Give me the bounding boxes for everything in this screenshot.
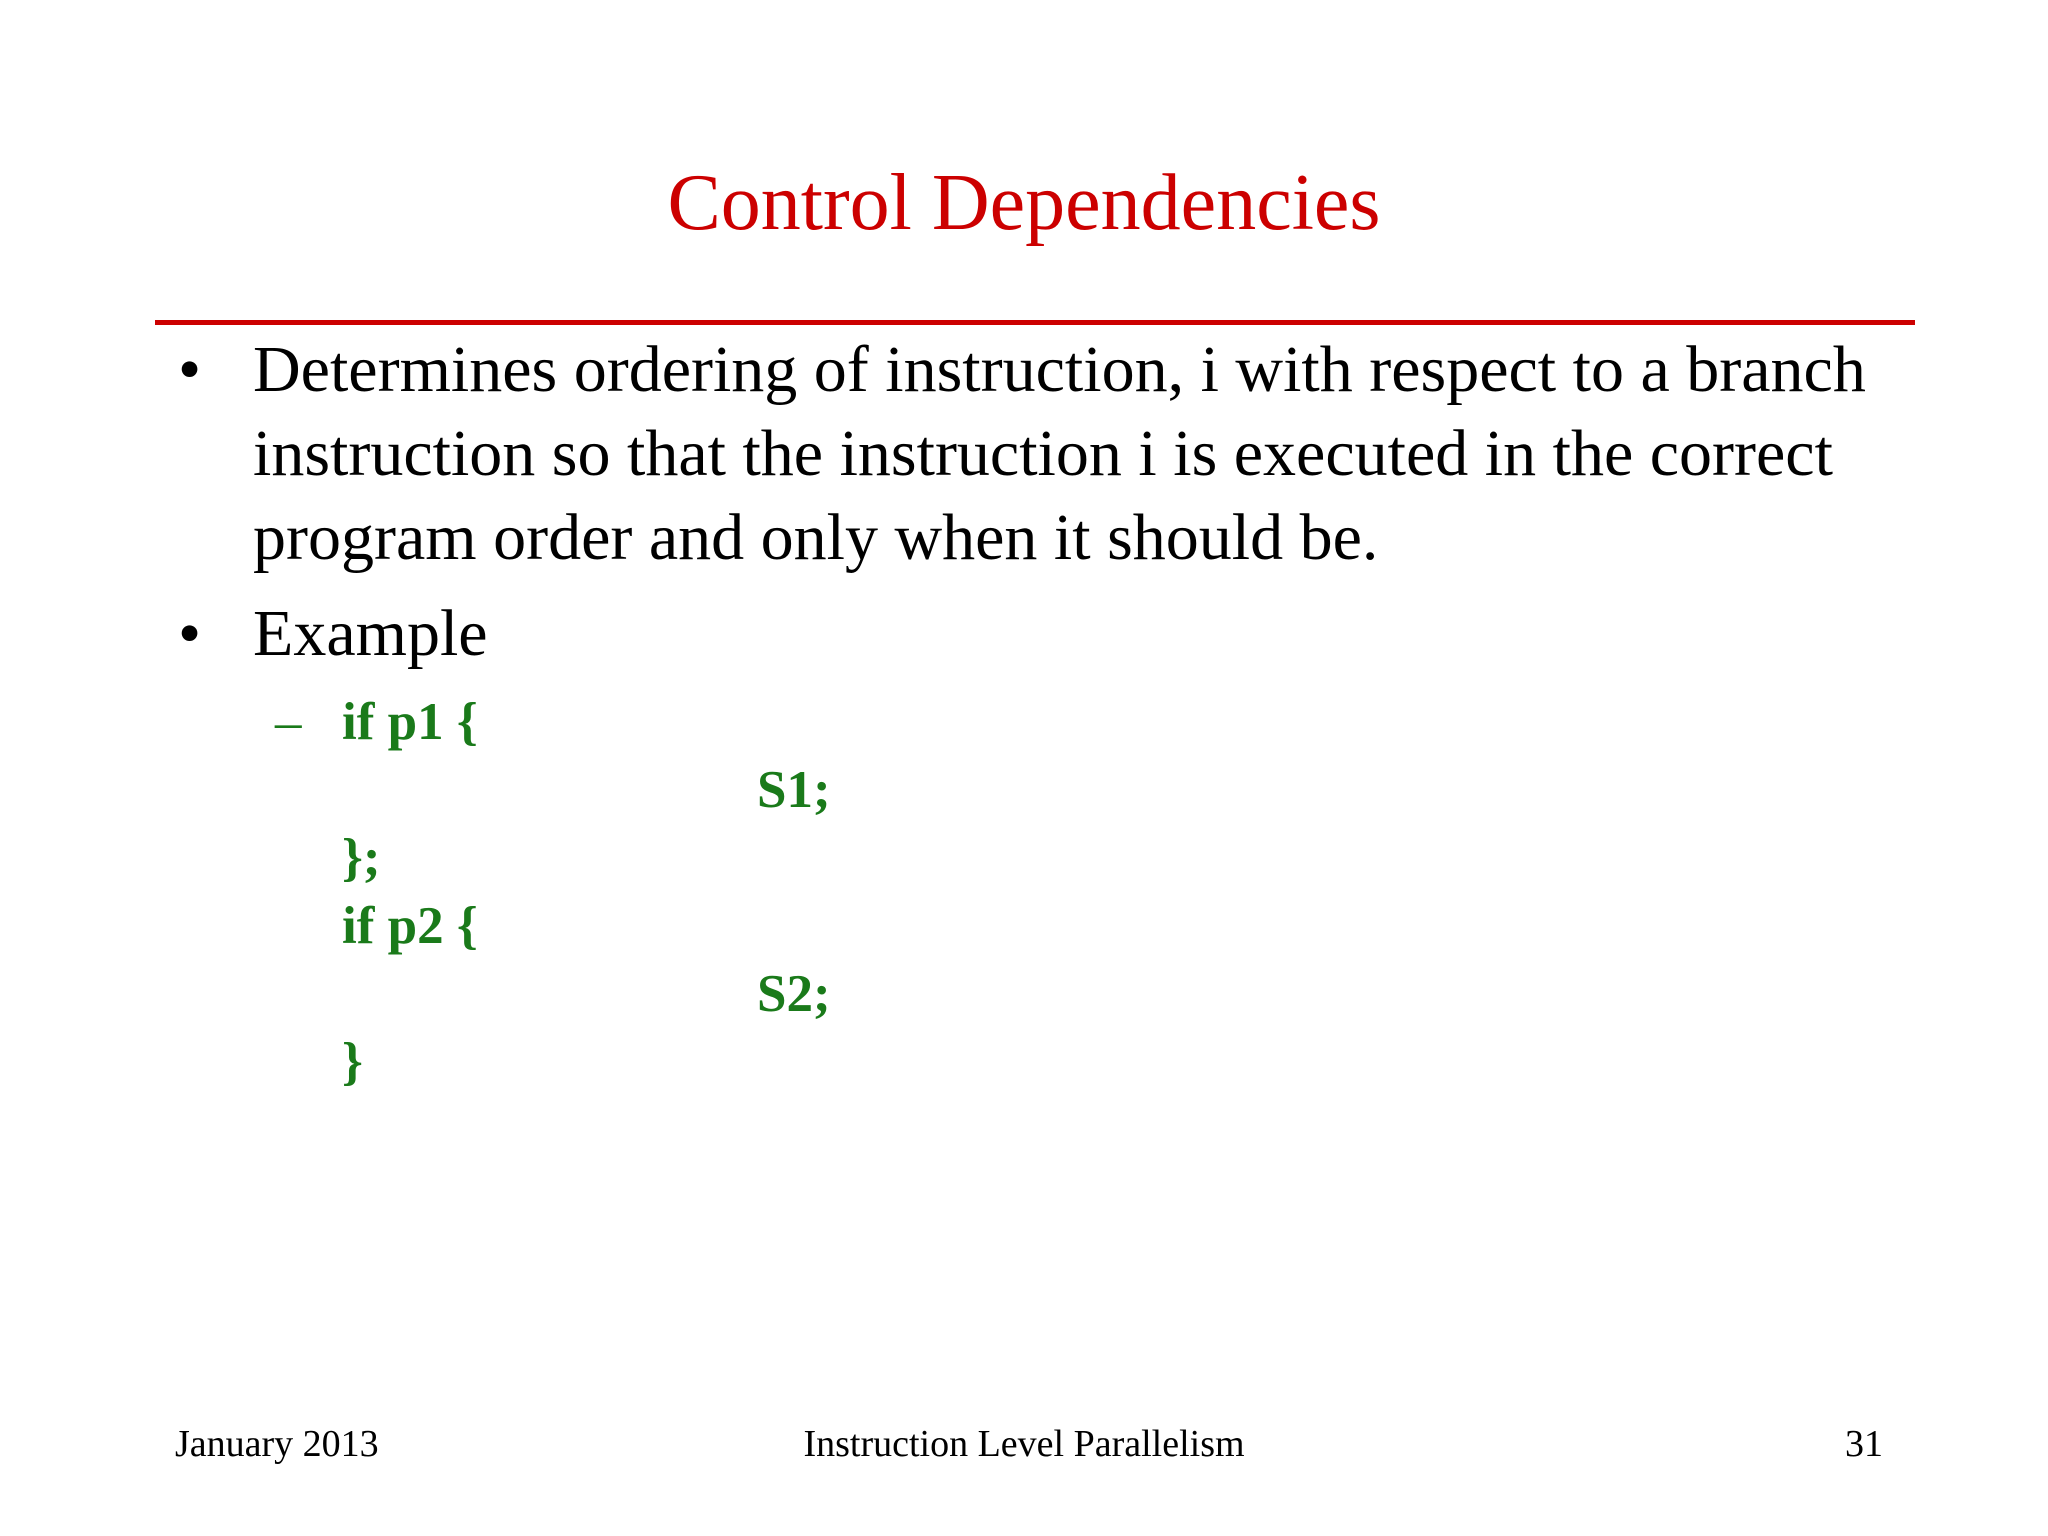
title-divider — [155, 320, 1915, 325]
bullet-marker: • — [178, 597, 202, 670]
code-line-s2: S2; — [757, 965, 831, 1023]
footer-date: January 2013 — [175, 1423, 379, 1465]
code-line-close-1: }; — [342, 829, 381, 887]
footer-title: Instruction Level Parallelism — [803, 1423, 1245, 1465]
code-line-close-2: } — [342, 1033, 363, 1091]
slide-title: Control Dependencies — [667, 159, 1381, 247]
code-line-if-p1: if p1 { — [342, 693, 478, 751]
bullet-marker: • — [178, 333, 202, 406]
bullet-text-example: Example — [253, 597, 488, 670]
code-line-s1: S1; — [757, 761, 831, 819]
code-line-if-p2: if p2 { — [342, 897, 478, 955]
bullet-text-definition: Determines ordering of instruction, i with respect to a branch instruction so that the instruction i is executed in the correct program order and only when it should be. — [253, 333, 1866, 574]
page-number: 31 — [1845, 1423, 1883, 1465]
sub-bullet-dash: – — [275, 693, 302, 751]
